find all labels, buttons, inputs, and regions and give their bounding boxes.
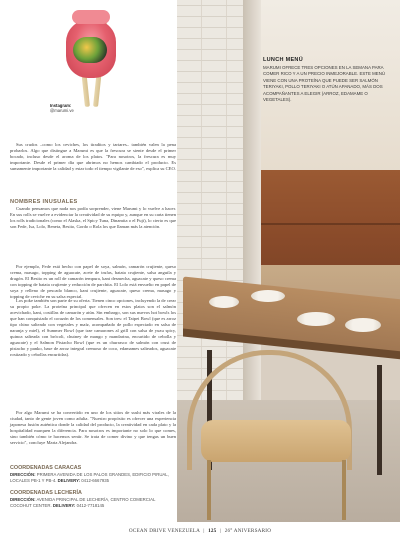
instagram-handle: @marumi.ve xyxy=(50,108,74,113)
delivery-phone: 0412-6667935 xyxy=(81,477,109,483)
plate xyxy=(297,312,335,326)
wood-panel-line xyxy=(261,223,400,225)
page-footer xyxy=(0,528,400,534)
location-title-caracas: COORDENADAS CARACAS xyxy=(10,465,82,471)
section-heading: NOMBRES INUSUALES xyxy=(10,199,78,205)
magazine-name: OCEAN DRIVE VENEZUELA xyxy=(128,528,200,534)
plate xyxy=(251,290,285,302)
address-text: PRIMERA AVENIDA DE LOS PALOS GRANDES, EDIFICIO PIRUAL, LOCALES PB-1 Y PB-4. xyxy=(10,472,169,483)
anniversary-label: 26° ANIVERSARIO xyxy=(224,528,272,534)
plate xyxy=(345,318,381,332)
chair-leg xyxy=(207,460,211,520)
sushi-roll-filling xyxy=(73,37,107,63)
address-label: DIRECCIÓN: xyxy=(10,497,36,502)
delivery-phone: 0412-7718145 xyxy=(76,502,105,508)
sushi-photo xyxy=(58,2,124,112)
chair-leg xyxy=(342,460,346,520)
location-title-lecheria: COORDENADAS LECHERÍA xyxy=(10,490,82,496)
footer-separator: | xyxy=(203,528,205,534)
article-paragraph: Por algo Marumi se ha convertido en uno de los sitios de sushi más virales de la ciudad, tanto de gente joven como adulta. "Nuestro propósito es ofrecer una experiencia japonesa fusión auténtica donde la calidad del producto, la creatividad en cada plato y la hospitalidad marquen la diferencia. Para nosotros es importante no solo lo que comes, sino también cómo te hacemos sentir. Se trata de comer divino y que tengas un buen servicio", concluye Maria Alejandra. xyxy=(10,410,176,445)
lunch-menu-text: MARUMI OFRECE TRES OPCIONES EN LA SEMANA PARA COMER RICO Y A UN PRECIO INMEJORABLE. ESTE MENÚ VIENE CON UNA PROTEÍNA QUE PUEDE SER SALMÓN TERIYAKI, POLLO TERIYAKI O ATÚN APANADO, MÁS DOS ACOMPAÑANTES A ELEGIR (ARROZ, EDAMAME O VEGETALES). xyxy=(263,65,386,103)
delivery-label: DELIVERY: xyxy=(57,477,81,483)
address-text: AVENIDA PRINCIPAL DE LECHERÍA, CENTRO COMERCIAL COCOHUT CENTER. xyxy=(10,497,156,508)
lunch-menu-title: LUNCH MENÚ xyxy=(263,57,303,63)
plate xyxy=(209,296,239,308)
article-paragraph: Los poke también son parte de su oferta. Tienen cinco opciones, incluyendo la de crear su propio poke. La proteína principal que ofrecen en estos platos son el salmón acevichado, kani, costillas de camarón y atún. Sin embargo, son sus nuevos hot bowls los que han conquistado el corazón de los comensales. Son tres: el Taipei Bowl (que es arroz tipo chino salteado con vegetales y maíz, acompañado de pollo especiado en salsa de naranja y miel), el Summer Bowl (que trae camarones al grill con salsa de yuzu spicy, quinoa salteada con brócoli, chutney de mango y mandarina, encurtido de cebolla y aguacate) y el Salmon Pistacho Bowl (que es un churrasco de salmón con crust de pistacho y panko, base de arroz integral cremoso de coco, edamames salteados, aguacate rostizado y cebollas encurtidas). xyxy=(10,298,176,357)
location-address-caracas xyxy=(10,472,176,483)
instagram-caption xyxy=(50,103,74,113)
chair-seat xyxy=(201,420,351,462)
location-address-lecheria xyxy=(10,497,176,508)
instagram-label: Instagram: xyxy=(50,103,72,108)
address-label: DIRECCIÓN: xyxy=(10,472,36,477)
page-number: 125 xyxy=(208,528,217,534)
sushi-roll-topping xyxy=(72,10,110,24)
article-paragraph: Por ejemplo, Fede está hecho con papel de soya, salmón, camarón crujiente, queso crema, masago, topping de aguacate, acete de trufas, batata crujiente, salsa anguila y dragón. El Besito es un roll de camarón tempura, kani desmecha, aguacate y queso crema con topping de batata crujiente y reducción de parchita. El Lolo está envuelto en papel de soya y relleno de pescado blanco, kani crujiente, aguacate, queso crema, masago y topping de ceviche en su salsa especial. xyxy=(10,264,176,299)
lunch-menu-box xyxy=(263,57,391,103)
article-paragraph: Sus crudos –como los ceviches, los tiraditos y tartares– también valen la pena probarlos. Algo que distingue a Marumi es que la frescura se siente desde el primer bocado, incluso desde el aroma de los platos. "Para nosotros, la frescura es muy importante. Desde el primer día que abrimos no hemos cambiado el producto. Es sumamente importante la calidad y estar todo el tiempo vigilante de eso", explica su CEO. xyxy=(10,142,176,171)
footer-separator: | xyxy=(219,528,222,534)
table-leg xyxy=(377,365,382,475)
article-paragraph: Cuando pensamos que nada nos podía sorprender, viene Marumi y lo vuelve a hacer. En sus rolls se vuelve a evidenciar la creatividad de su equipo y, aunque en su carta tienen los rolls tradicionales (como el Alaska, el Spicy Tuna, Dinamita o el Fuji), lo cierto es que son Fede, Isa, Lolo, Beneta, Besito, Gordo o Rola los que llaman más la atención. xyxy=(10,206,176,229)
delivery-label: DELIVERY: xyxy=(52,502,76,508)
